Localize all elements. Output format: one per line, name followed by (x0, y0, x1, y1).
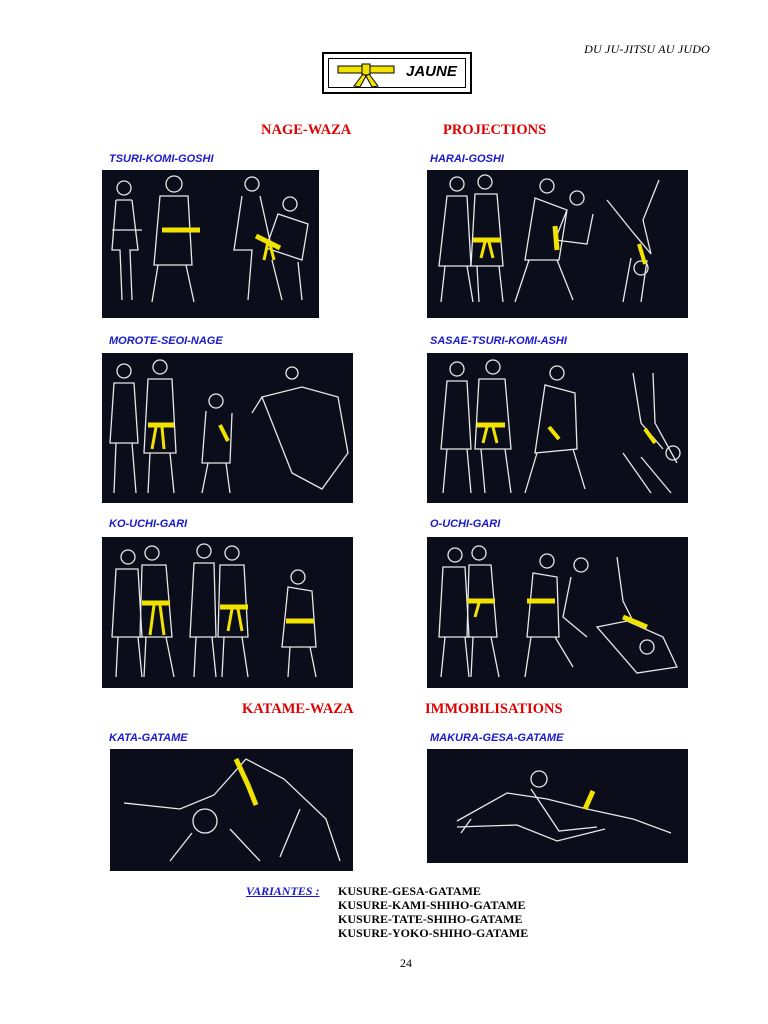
variant-item: KUSURE-TATE-SHIHO-GATAME (338, 912, 523, 926)
technique-label: TSURI-KOMI-GOSHI (109, 153, 214, 165)
document-header-title: DU JU-JITSU AU JUDO (584, 42, 710, 56)
belt-grade-badge (322, 52, 472, 94)
section-katame-waza: KATAME-WAZA (242, 701, 354, 717)
section-immobilisations: IMMOBILISATIONS (425, 701, 563, 717)
variants-label: VARIANTES : (246, 884, 320, 898)
technique-label: KO-UCHI-GARI (109, 518, 188, 530)
technique-label: SASAE-TSURI-KOMI-ASHI (430, 335, 567, 347)
technique-label: HARAI-GOSHI (430, 153, 504, 165)
technique-label: KATA-GATAME (109, 732, 188, 744)
technique-label: MOROTE-SEOI-NAGE (109, 335, 223, 347)
variant-item: KUSURE-GESA-GATAME (338, 884, 481, 898)
belt-label: JAUNE (406, 63, 457, 80)
page-number: 24 (400, 956, 412, 970)
variants-list (338, 884, 528, 940)
technique-illustration-kata-gatame (110, 749, 353, 871)
section-projections: PROJECTIONS (443, 122, 547, 138)
section-nage-waza: NAGE-WAZA (261, 122, 352, 138)
technique-illustration-o-uchi-gari (427, 537, 688, 688)
technique-label: O-UCHI-GARI (430, 518, 501, 530)
variants-block (246, 884, 319, 899)
variant-item: KUSURE-YOKO-SHIHO-GATAME (338, 926, 529, 940)
technique-illustration-harai-goshi (427, 170, 688, 318)
technique-illustration-ko-uchi-gari (102, 537, 353, 688)
technique-illustration-tsuri-komi-goshi (102, 170, 319, 318)
technique-illustration-makura-gesa-gatame (427, 749, 688, 863)
yellow-belt-icon (334, 60, 398, 88)
variant-item: KUSURE-KAMI-SHIHO-GATAME (338, 898, 526, 912)
technique-illustration-sasae-tsuri-komi-ashi (427, 353, 688, 503)
technique-illustration-morote-seoi-nage (102, 353, 353, 503)
technique-label: MAKURA-GESA-GATAME (430, 732, 564, 744)
